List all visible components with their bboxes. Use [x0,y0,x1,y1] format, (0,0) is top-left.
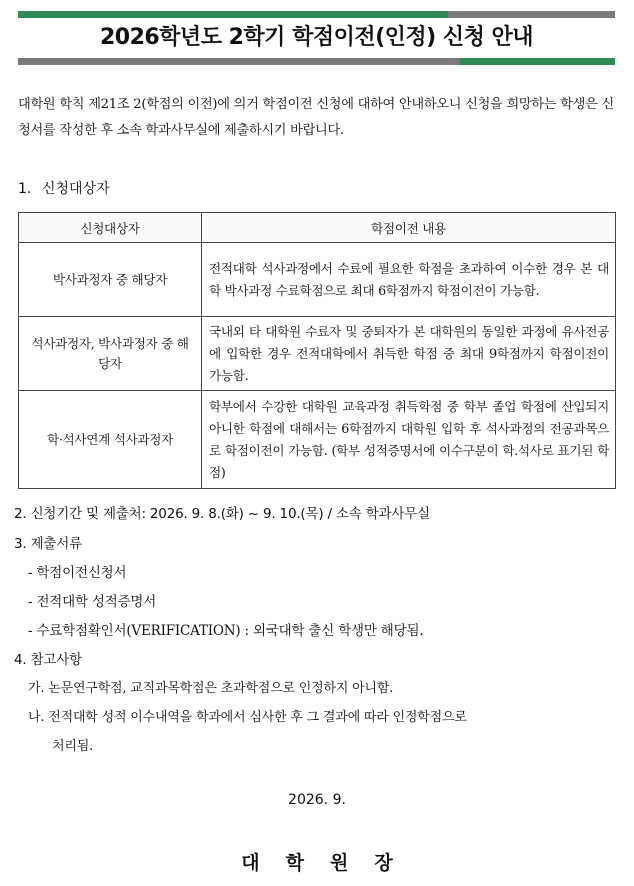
eligibility-table [18,212,616,489]
section1-heading [18,178,110,198]
title-bottom-bar [18,58,615,65]
page-title: 2026학년도 2학기 학점이전(인정) 신청 안내 [99,25,534,50]
document-item: - 학점이전신청서 [28,565,127,581]
table-cell-target: 석사과정자, 박사과정자 중 해당자 [19,317,202,391]
note-item: 나. 전적대학 성적 이수내역을 학과에서 심사한 후 그 결과에 따라 인정학점으로 [28,710,467,725]
issuer-signature: 대학원장 [241,852,419,874]
document-item: - 수료학점확인서(VERIFICATION) : 외국대학 출신 학생만 해당됨. [28,623,424,639]
table-cell-target: 학·석사연계 석사과정자 [19,391,202,489]
table-row [19,391,616,489]
table-cell-content: 국내외 타 대학원 수료자 및 중퇴자가 본 대학원의 동일한 과정에 유사전공에 입학한 경우 전적대학에서 취득한 학점 중 최대 9학점까지 학점이전이 가능함. [202,317,616,391]
top-bar-gray [448,11,615,18]
intro-paragraph: 대학원 학칙 제21조 2(학점의 이전)에 의거 학점이전 신청에 대하여 안내하오니 신청을 희망하는 학생은 신청서를 작성한 후 소속 학과사무실에 제출하시기 바랍니다. [18,97,614,138]
section2-application-period: 2. 신청기간 및 제출처: 2026. 9. 8.(화) ~ 9. 10.(목) / 소속 학과사무실 [14,506,430,522]
section4-heading: 4. 참고사항 [14,652,82,668]
table-cell-target: 박사과정자 중 해당자 [19,243,202,317]
document-item: - 전적대학 성적증명서 [28,594,157,610]
note-item-continuation: 처리됨. [52,739,94,754]
bottom-bar-green [460,58,615,65]
title-top-bar [18,11,615,18]
top-bar-green [18,11,448,18]
table-header-target: 신청대상자 [19,213,202,243]
notice-date: 2026. 9. [288,792,346,808]
section3-heading: 3. 제출서류 [14,536,82,552]
table-row [19,317,616,391]
bottom-bar-gray [18,58,460,65]
table-cell-content: 전적대학 석사과정에서 수료에 필요한 학점을 초과하여 이수한 경우 본 대학 박사과정 수료학점으로 최대 6학점까지 학점이전이 가능함. [202,243,616,317]
table-row [19,243,616,317]
note-item: 가. 논문연구학점, 교직과목학점은 초과학점으로 인정하지 아니함. [28,681,394,696]
section1-label: 신청대상자 [42,181,110,197]
table-cell-content: 학부에서 수강한 대학원 교육과정 취득학점 중 학부 졸업 학점에 산입되지 아니한 학점에 대해서는 6학점까지 대학원 입학 후 석사과정의 전공과목으로 학점이전이 가능함. (학부 성적증명서에 이수구분이 학.석사로 표기된 학점) [202,391,616,489]
table-header-content: 학점이전 내용 [202,213,616,243]
section1-number: 1. [18,181,32,197]
table-header-row [19,213,616,243]
